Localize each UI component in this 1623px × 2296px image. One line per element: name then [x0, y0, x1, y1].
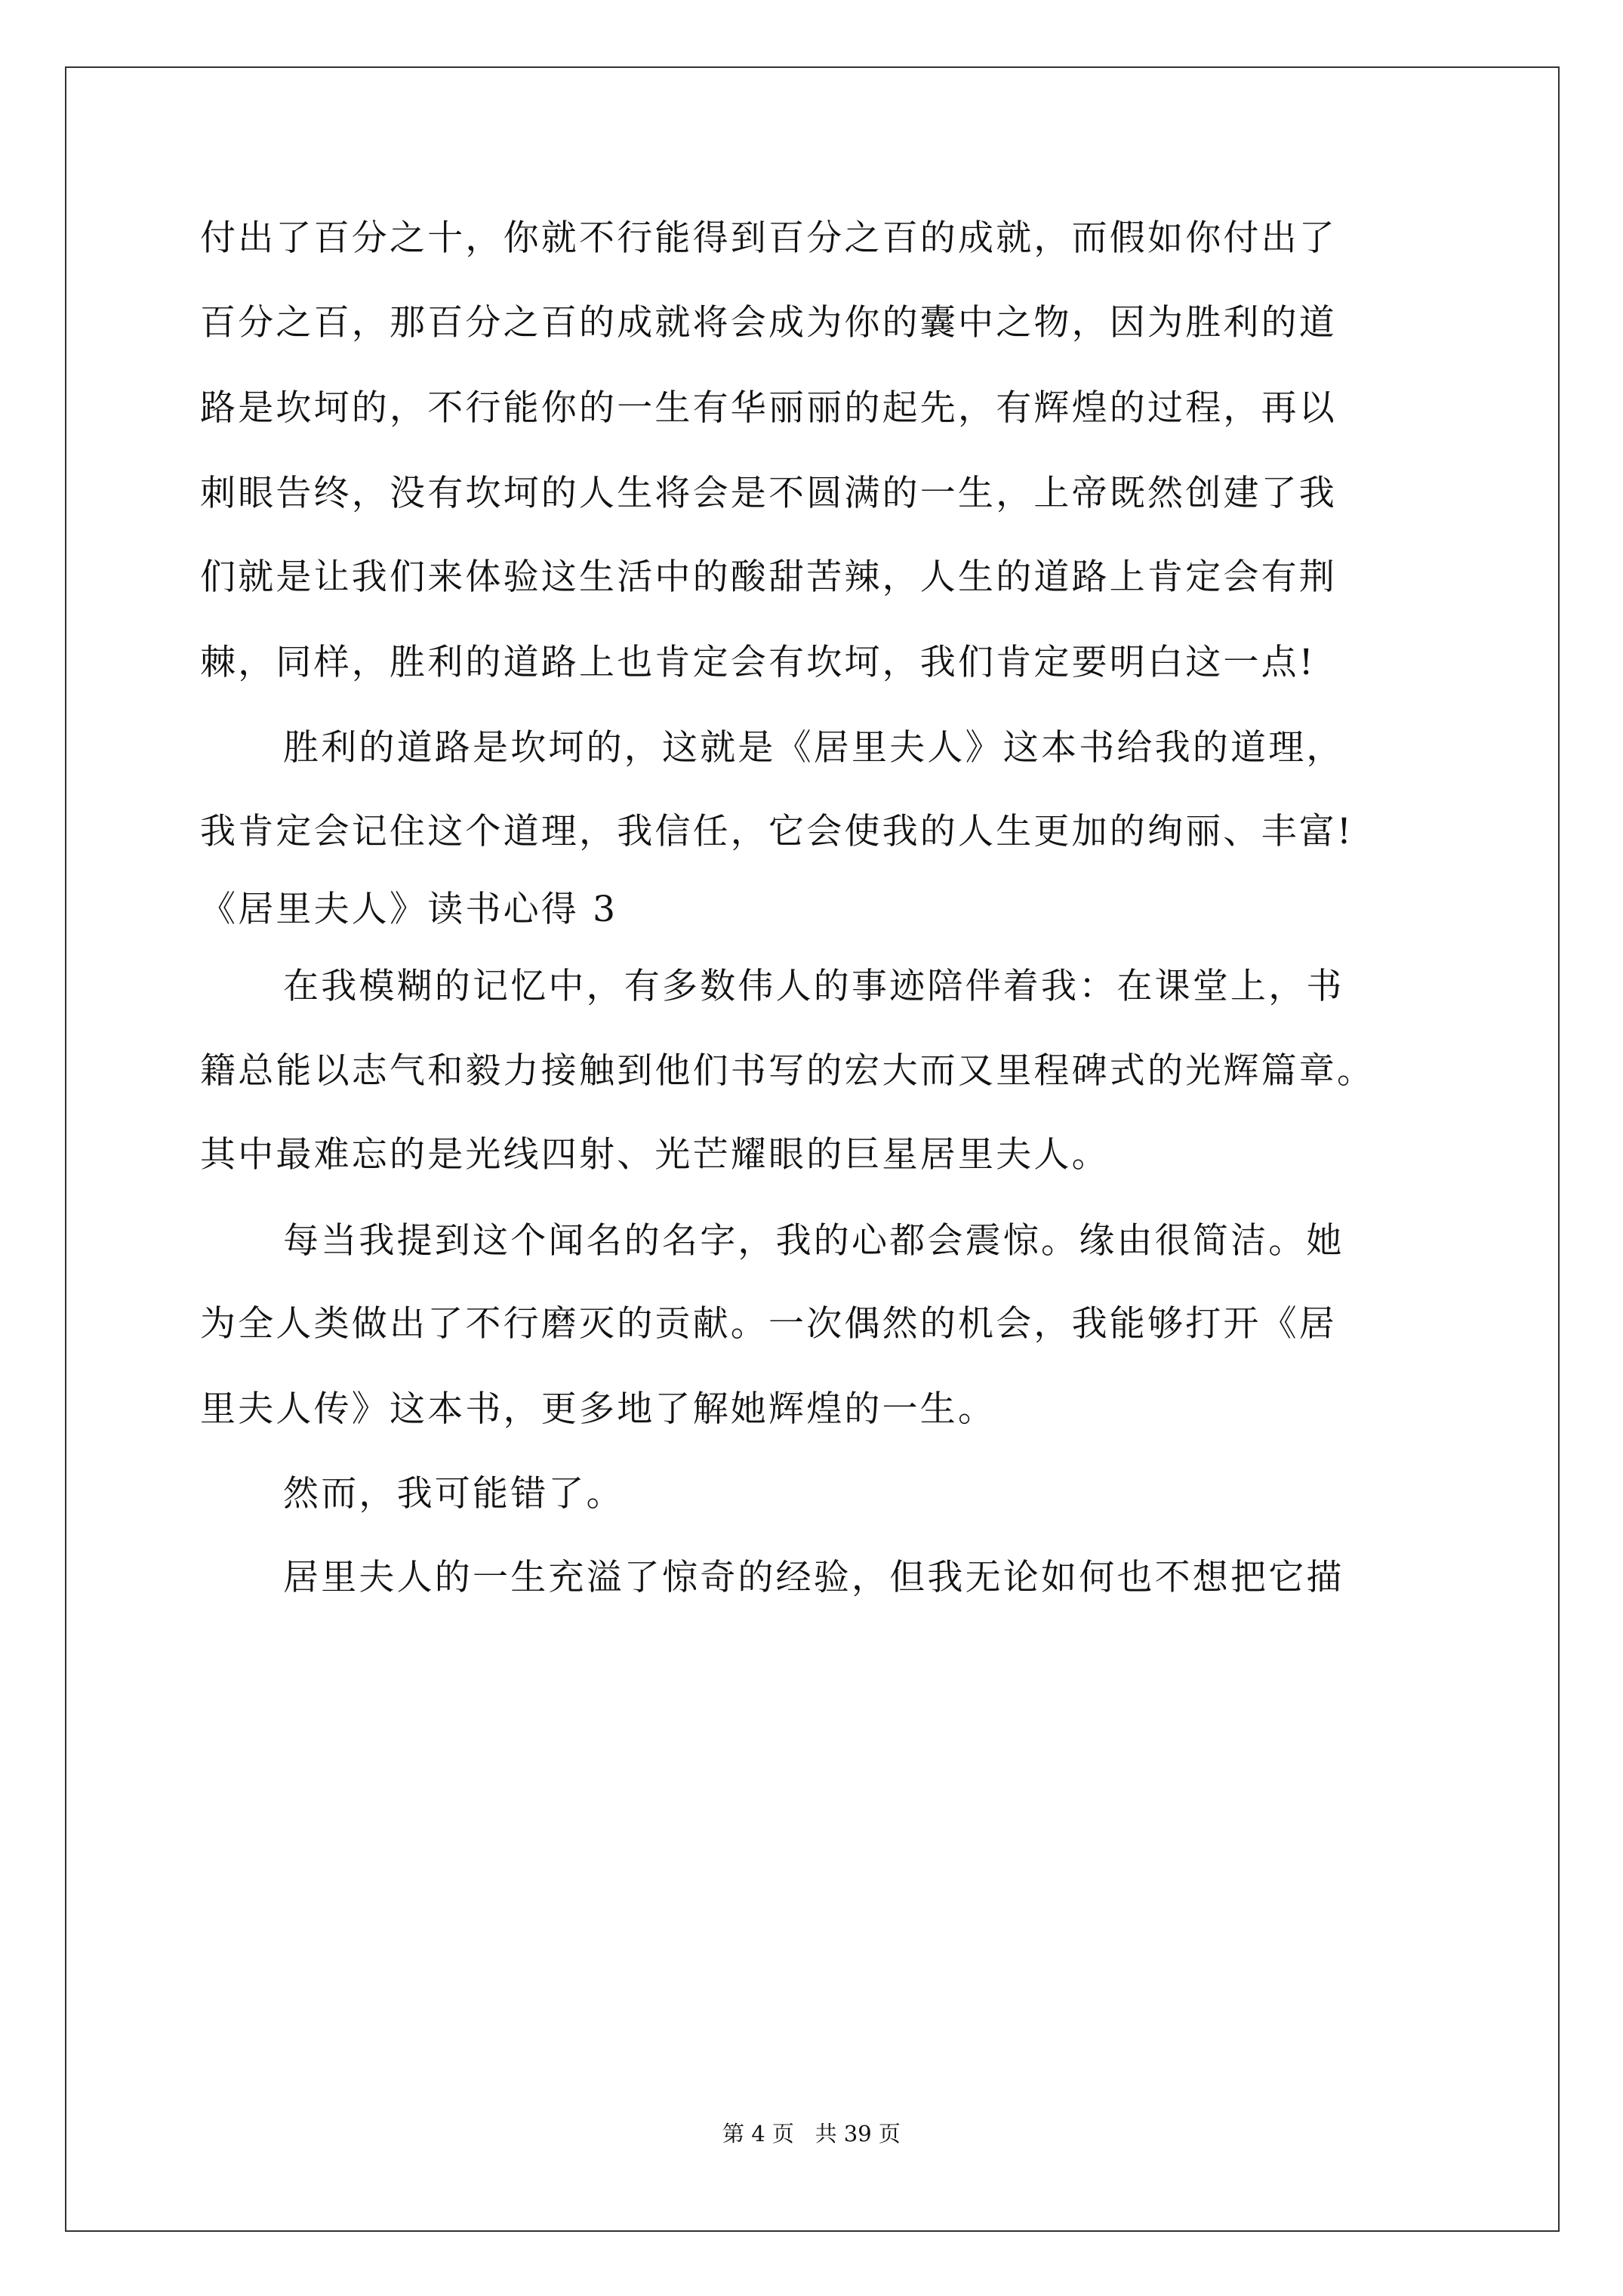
page-footer: 第 4 页 共 39 页: [722, 2121, 901, 2147]
text-line: 我肯定会记住这个道理，我信任，它会使我的人生更加的绚丽、丰富!: [200, 811, 1354, 852]
paragraph-first-line: 在我模糊的记忆中，有多数伟人的事迹陪伴着我：在课堂上，书: [283, 966, 1344, 1007]
section-heading: 《居里夫人》读书心得 3: [200, 889, 618, 930]
text-line: 路是坎坷的，不行能你的一生有华丽丽的起先，有辉煌的过程，再以: [200, 387, 1337, 429]
paragraph-first-line: 胜利的道路是坎坷的，这就是《居里夫人》这本书给我的道理，: [283, 727, 1344, 769]
text-line: 棘，同样，胜利的道路上也肯定会有坎坷，我们肯定要明白这一点!: [200, 642, 1316, 683]
paragraph-first-line: 居里夫人的一生充溢了惊奇的经验，但我无论如何也不想把它描: [283, 1557, 1344, 1598]
text-line: 籍总能以志气和毅力接触到他们书写的宏大而又里程碑式的光辉篇章。: [200, 1050, 1375, 1092]
text-line: 其中最难忘的是光线四射、光芒耀眼的巨星居里夫人。: [200, 1134, 1110, 1176]
text-line: 付出了百分之十，你就不行能得到百分之百的成就，而假如你付出了: [200, 217, 1337, 259]
text-line: 为全人类做出了不行磨灭的贡献。一次偶然的机会，我能够打开《居: [200, 1303, 1337, 1345]
text-line: 刺眼告终，没有坎坷的人生将会是不圆满的一生，上帝既然创建了我: [200, 473, 1337, 514]
text-line: 里夫人传》这本书，更多地了解她辉煌的一生。: [200, 1388, 996, 1430]
text-line: 百分之百，那百分之百的成就将会成为你的囊中之物，因为胜利的道: [200, 302, 1337, 344]
text-line: 们就是让我们来体验这生活中的酸甜苦辣，人生的道路上肯定会有荆: [200, 556, 1337, 598]
paragraph-first-line: 每当我提到这个闻名的名字，我的心都会震惊。缘由很简洁。她: [283, 1220, 1344, 1262]
paragraph-first-line: 然而，我可能错了。: [283, 1473, 624, 1515]
